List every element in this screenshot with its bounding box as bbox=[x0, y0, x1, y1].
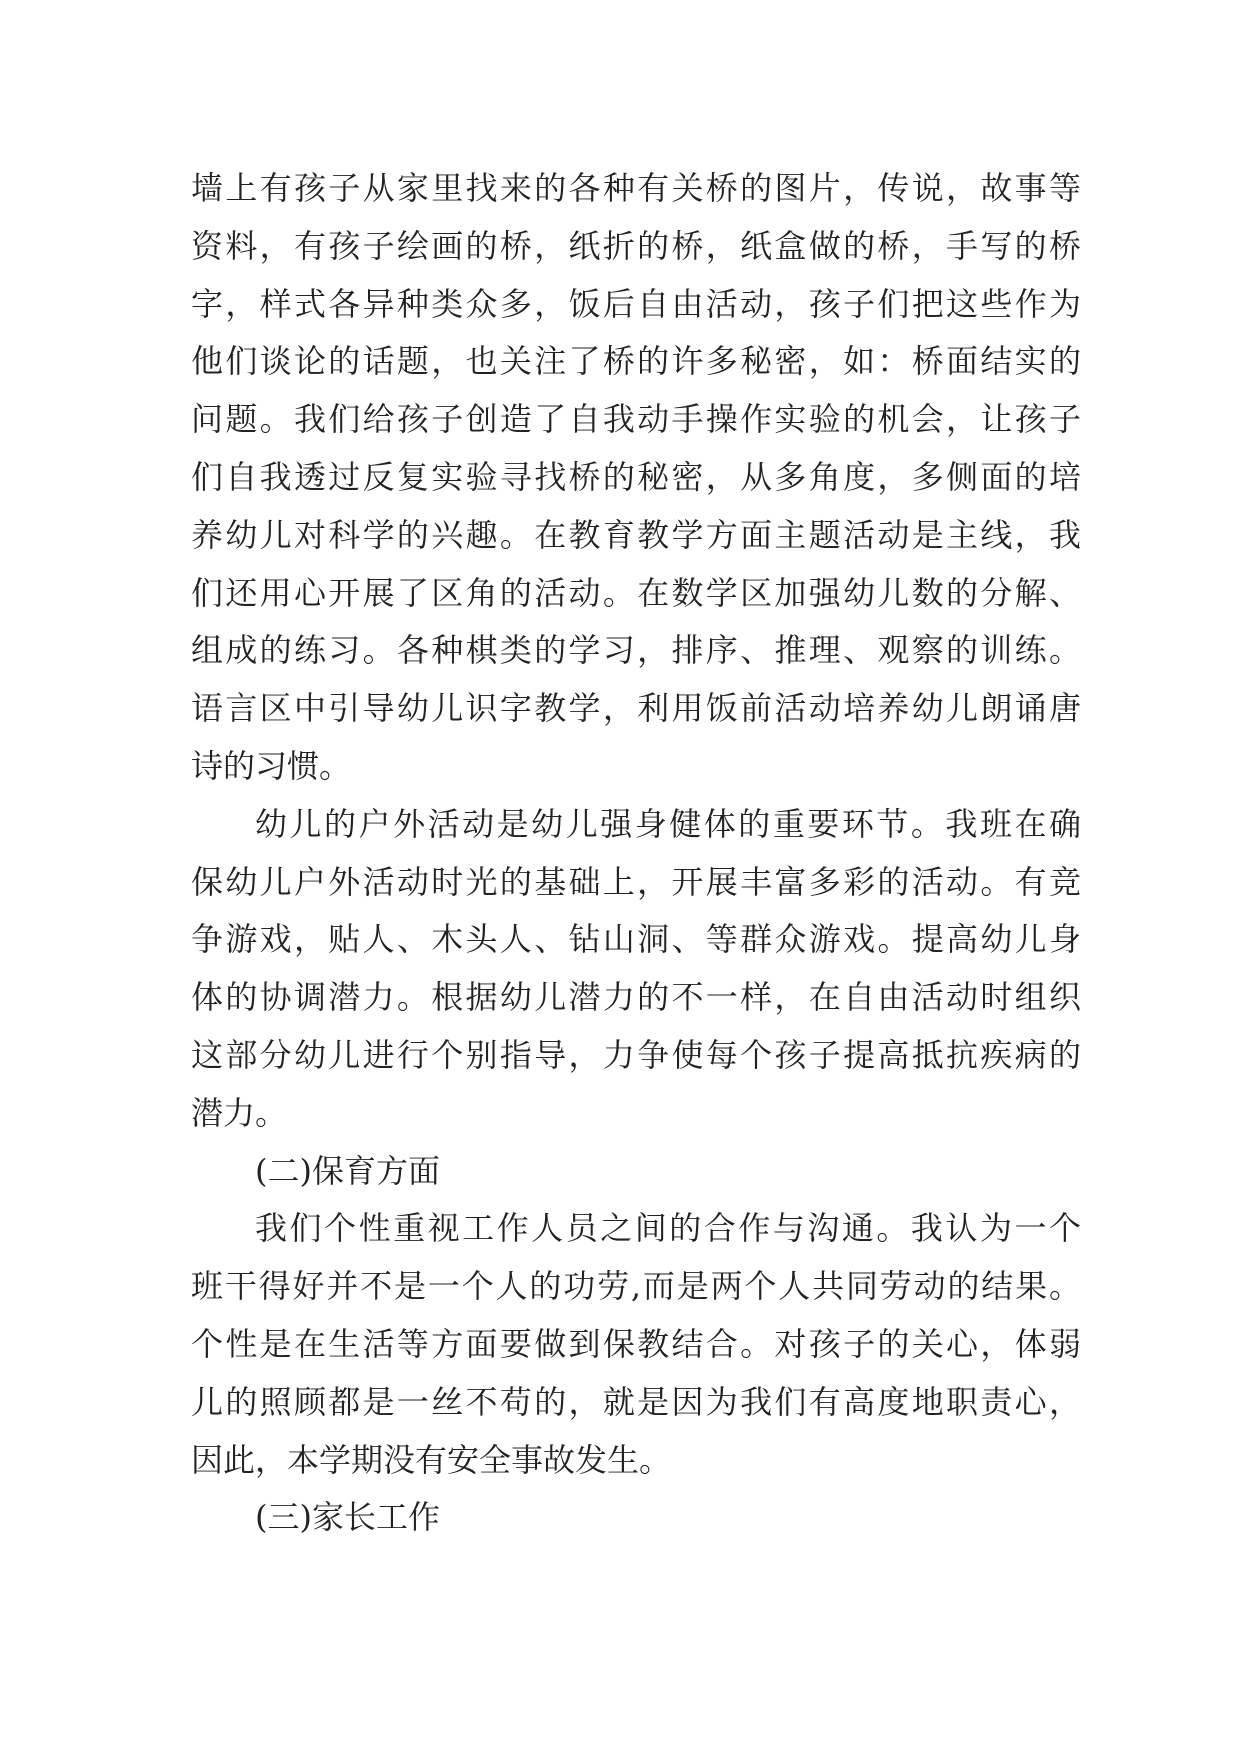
section-heading-care bbox=[191, 1143, 1081, 1201]
text-line: 字，样式各异种类众多，饭后自由活动，孩子们把这些作为 bbox=[191, 284, 1081, 323]
text-line: 墙上有孩子从家里找来的各种有关桥的图片，传说，故事等 bbox=[191, 169, 1081, 207]
text-line: 诗的习惯。 bbox=[191, 746, 352, 785]
heading-text: (三)家长工作 bbox=[255, 1498, 440, 1537]
paragraph-teamwork bbox=[191, 1200, 1081, 1489]
text-line: 资料，有孩子绘画的桥，纸折的桥，纸盒做的桥，手写的桥 bbox=[191, 226, 1081, 265]
document-body bbox=[191, 160, 1081, 1547]
text-line: 养幼儿对科学的兴趣。在教育教学方面主题活动是主线，我 bbox=[191, 515, 1081, 554]
text-line: 儿的照顾都是一丝不苟的，就是因为我们有高度地职责心， bbox=[191, 1382, 1081, 1421]
text-line: 们自我透过反复实验寻找桥的秘密，从多角度，多侧面的培 bbox=[191, 457, 1081, 496]
heading-text: (二)保育方面 bbox=[255, 1151, 440, 1190]
text-line: 潜力。 bbox=[191, 1093, 288, 1132]
text-line: 他们谈论的话题，也关注了桥的许多秘密，如：桥面结实的 bbox=[191, 342, 1081, 381]
text-line: 语言区中引导幼儿识字教学，利用饭前活动培养幼儿朗诵唐 bbox=[191, 689, 1081, 728]
text-line: 体的协调潜力。根据幼儿潜力的不一样，在自由活动时组织 bbox=[191, 978, 1081, 1017]
section-heading-parents bbox=[191, 1489, 1081, 1547]
text-line: 组成的练习。各种棋类的学习，排序、推理、观察的训练。 bbox=[191, 631, 1081, 670]
text-line: 们还用心开展了区角的活动。在数学区加强幼儿数的分解、 bbox=[191, 573, 1081, 612]
paragraph-bridge-activities bbox=[191, 160, 1081, 796]
text-line: 问题。我们给孩子创造了自我动手操作实验的机会，让孩子 bbox=[191, 400, 1081, 439]
text-line: 这部分幼儿进行个别指导，力争使每个孩子提高抵抗疾病的 bbox=[191, 1035, 1081, 1074]
paragraph-outdoor-activities bbox=[191, 796, 1081, 1143]
text-line: 幼儿的户外活动是幼儿强身健体的重要环节。我班在确 bbox=[255, 804, 1081, 843]
text-line: 保幼儿户外活动时光的基础上，开展丰富多彩的活动。有竞 bbox=[191, 862, 1081, 901]
text-line: 因此，本学期没有安全事故发生。 bbox=[191, 1440, 672, 1479]
text-line: 我们个性重视工作人员之间的合作与沟通。我认为一个 bbox=[255, 1209, 1081, 1248]
text-line: 班干得好并不是一个人的功劳,而是两个人共同劳动的结果。 bbox=[191, 1267, 1081, 1306]
text-line: 争游戏，贴人、木头人、钻山洞、等群众游戏。提高幼儿身 bbox=[191, 920, 1081, 959]
text-line: 个性是在生活等方面要做到保教结合。对孩子的关心，体弱 bbox=[191, 1324, 1081, 1363]
